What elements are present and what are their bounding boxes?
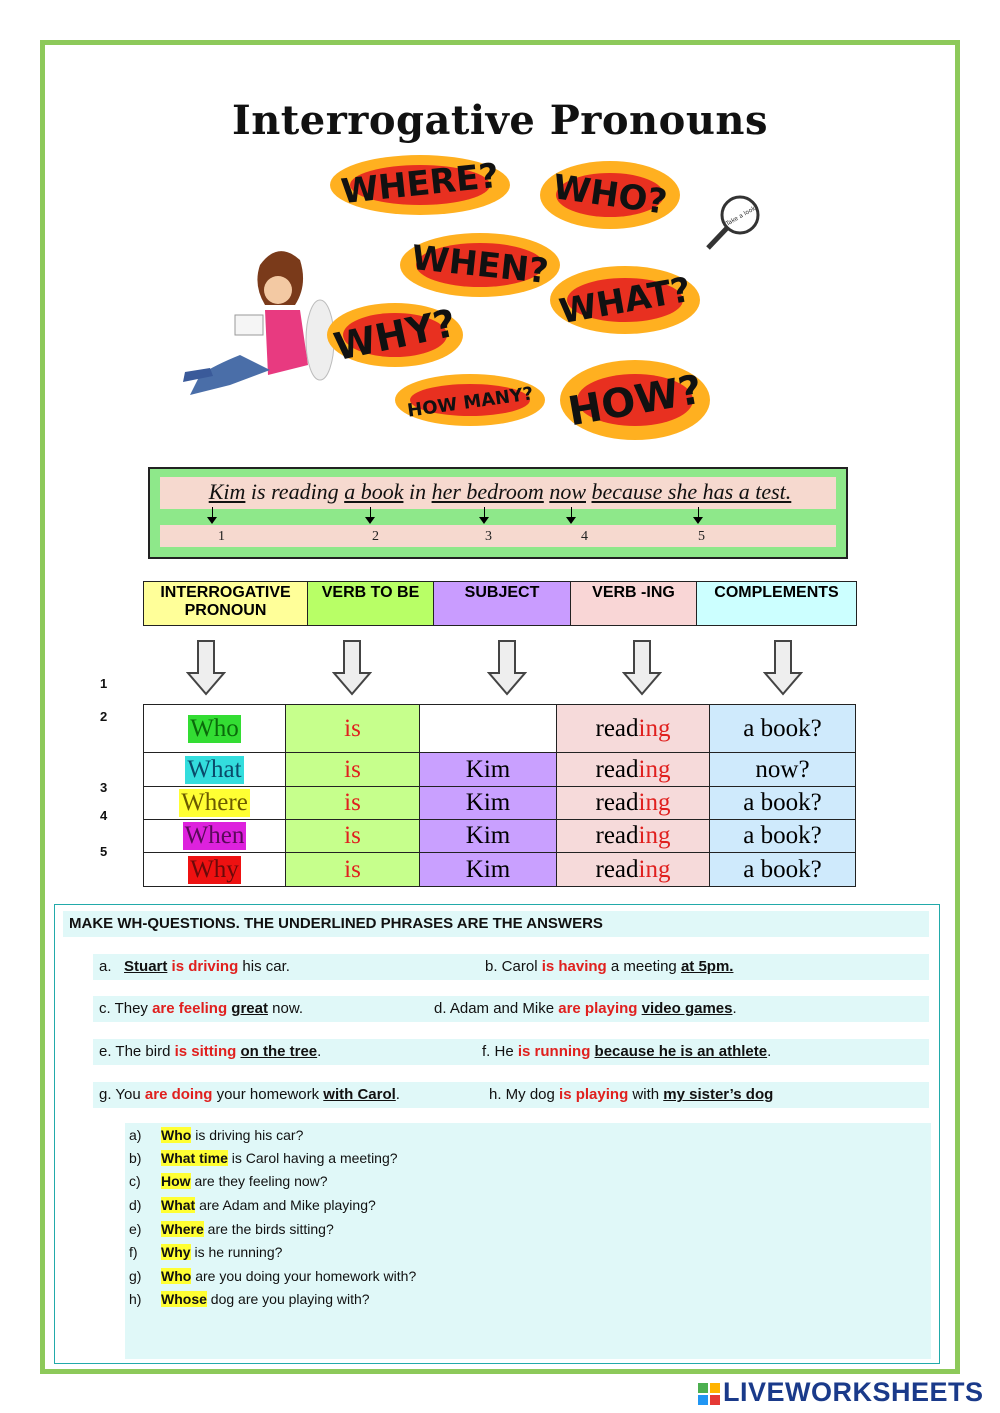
verb-ing-cell: reading — [557, 820, 710, 853]
sentence-number: 4 — [581, 529, 588, 544]
verb-be-cell: is — [286, 753, 420, 787]
example-sentence: Kim is reading a book in her bedroom now because she has a test. — [208, 479, 792, 504]
burst-where — [330, 155, 510, 215]
subject-cell: Kim — [420, 853, 557, 887]
header-verb-ing: VERB -ING — [571, 582, 697, 626]
verb-be-cell: is — [286, 705, 420, 753]
row-number: 5 — [100, 844, 108, 859]
pointer-arrow — [571, 507, 572, 519]
sentence-number: 2 — [372, 529, 379, 544]
logo-icon — [698, 1383, 720, 1405]
verb-be-cell: is — [286, 787, 420, 820]
complement-cell: now? — [710, 753, 856, 787]
pronoun-cell — [144, 853, 286, 887]
pronoun-cell — [144, 753, 286, 787]
sentence-number: 1 — [218, 529, 225, 544]
table-row — [144, 705, 856, 753]
exercise-heading: MAKE WH-QUESTIONS. THE UNDERLINED PHRASES ARE THE ANSWERS — [63, 911, 929, 937]
burst-who — [540, 161, 680, 229]
pronoun-word: Why — [190, 855, 239, 883]
answer-line: c) How are they feeling now? — [129, 1173, 328, 1189]
questions-table — [143, 704, 856, 887]
header-complements: COMPLEMENTS — [697, 582, 857, 626]
down-arrow-icon — [186, 640, 226, 696]
pointer-arrow — [212, 507, 213, 519]
burst-what — [550, 266, 700, 334]
verb-be-cell: is — [286, 820, 420, 853]
exercise-line: e. The bird is sitting on the tree. f. He is running because he is an athlete. — [93, 1039, 929, 1065]
complement-cell: a book? — [710, 787, 856, 820]
verb-ing-cell: reading — [557, 853, 710, 887]
verb-be-cell: is — [286, 853, 420, 887]
complement-cell: a book? — [710, 853, 856, 887]
answers-box — [125, 1123, 931, 1359]
burst-word: HOW? — [564, 366, 706, 436]
burst-word: HOW MANY? — [406, 383, 535, 422]
table-row — [144, 853, 856, 887]
magnifier-text: Take a look — [724, 204, 757, 228]
answer-line: f) Why is he running? — [129, 1244, 283, 1260]
page-title: Interrogative Pronouns — [232, 97, 768, 144]
pronoun-word: What — [187, 755, 242, 783]
answer-line: g) Who are you doing your homework with? — [129, 1268, 417, 1284]
burst-word: WHO? — [550, 167, 670, 223]
row-number: 1 — [100, 676, 108, 691]
down-arrow-icon — [622, 640, 662, 696]
example-sentence-box — [148, 467, 848, 559]
row-number: 3 — [100, 780, 108, 795]
verb-ing-cell: reading — [557, 753, 710, 787]
liveworksheets-logo[interactable] — [698, 1377, 984, 1408]
subject-cell — [420, 705, 557, 753]
down-arrow-icon — [763, 640, 803, 696]
pronoun-cell — [144, 705, 286, 753]
verb-ing-cell: reading — [557, 705, 710, 753]
pronoun-word: When — [184, 822, 245, 849]
verb-ing-cell: reading — [557, 787, 710, 820]
burst-how-many — [395, 374, 545, 426]
row-number: 2 — [100, 709, 108, 724]
answer-line: e) Where are the birds sitting? — [129, 1221, 334, 1237]
reading-girl-image — [183, 251, 334, 395]
burst-word: WHAT? — [556, 269, 694, 333]
exercise-line: c. They are feeling great now. d. Adam and Mike are playing video games. — [93, 996, 929, 1022]
pronoun-cell — [144, 820, 286, 853]
exercise-line: g. You are doing your homework with Carol. h. My dog is playing with my sister’s dog — [93, 1082, 929, 1108]
complement-cell: a book? — [710, 820, 856, 853]
pointer-arrow — [370, 507, 371, 519]
logo-text: LIVEWORKSHEETS — [723, 1377, 984, 1407]
subject-cell: Kim — [420, 753, 557, 787]
exercise-line: a. Stuart is driving his car. b. Carol is having a meeting at 5pm. — [93, 954, 929, 980]
subject-cell: Kim — [420, 787, 557, 820]
header-subject: SUBJECT — [434, 582, 571, 626]
exercise-section — [54, 904, 940, 1364]
table-row — [144, 753, 856, 787]
pointer-arrow — [698, 507, 699, 519]
answer-line: d) What are Adam and Mike playing? — [129, 1197, 376, 1213]
burst-why — [327, 301, 463, 370]
burst-word: WHERE? — [339, 155, 501, 213]
answer-line: b) What time is Carol having a meeting? — [129, 1150, 398, 1166]
pronoun-word: Who — [190, 714, 239, 742]
row-number: 4 — [100, 808, 108, 823]
answer-line: h) Whose dog are you playing with? — [129, 1291, 370, 1307]
burst-how — [560, 360, 710, 440]
down-arrow-icon — [487, 640, 527, 696]
pronoun-word: Where — [181, 789, 248, 816]
down-arrow-icon — [332, 640, 372, 696]
complement-cell: a book? — [710, 705, 856, 753]
magnifier-icon — [708, 197, 758, 248]
header-verb-to-be: VERB TO BE — [308, 582, 434, 626]
pointer-arrow — [484, 507, 485, 519]
header-interrogative-pronoun: INTERROGATIVE PRONOUN — [144, 582, 308, 626]
subject-cell: Kim — [420, 820, 557, 853]
burst-word: WHEN? — [409, 237, 551, 293]
burst-when — [400, 233, 560, 297]
answer-line: a) Who is driving his car? — [129, 1127, 304, 1143]
table-row — [144, 820, 856, 853]
sentence-number: 5 — [698, 529, 705, 544]
pronoun-cell — [144, 787, 286, 820]
sentence-number: 3 — [485, 529, 492, 544]
wh-words-illustration — [170, 150, 770, 450]
structure-header-table — [143, 581, 857, 626]
table-row — [144, 787, 856, 820]
burst-word: WHY? — [330, 300, 460, 370]
